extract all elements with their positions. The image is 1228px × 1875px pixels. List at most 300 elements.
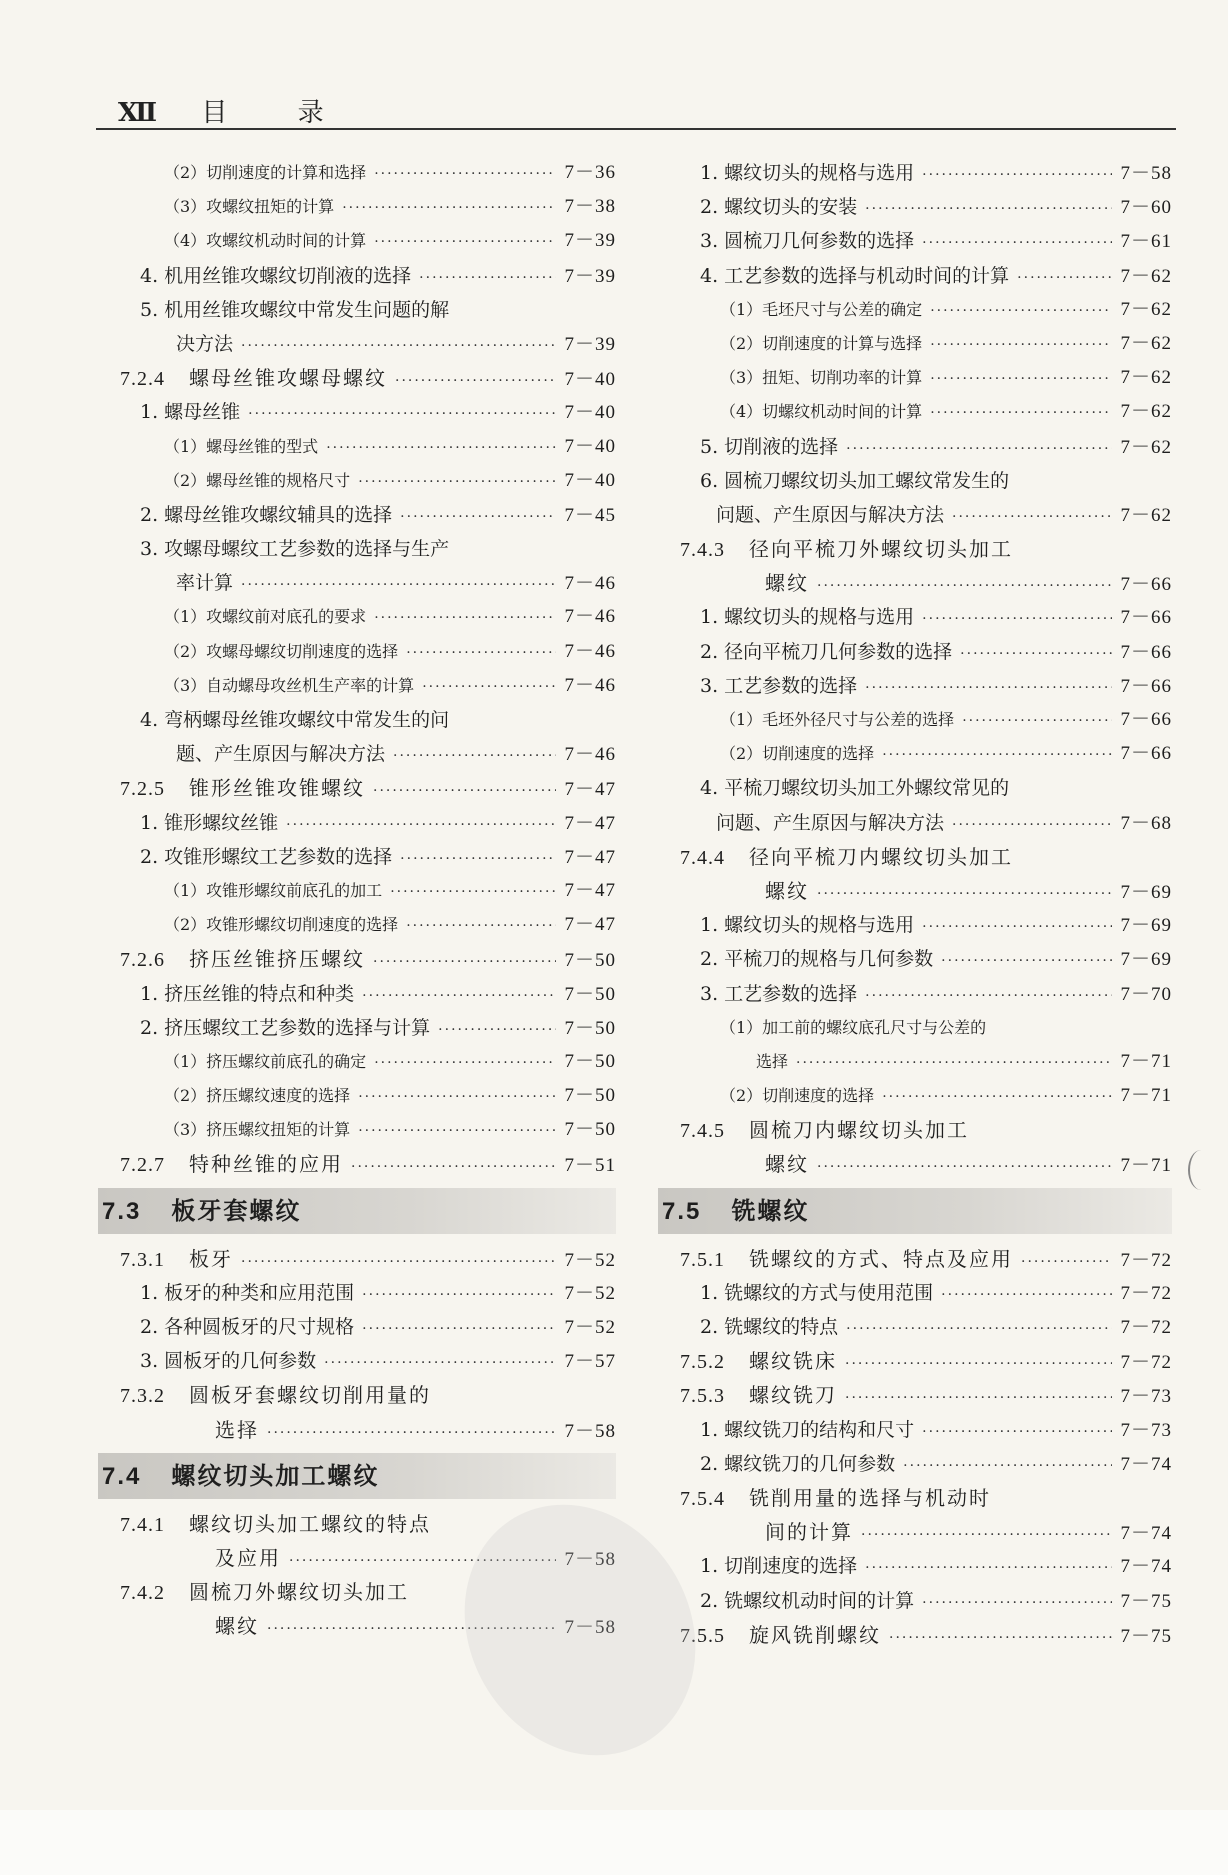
toc-entry-continuation[interactable] (660, 806, 1172, 840)
subsection-number: 7.5.1 (680, 1248, 725, 1271)
toc-page-number: 7－57 (564, 1351, 616, 1373)
dot-leader (362, 979, 556, 1013)
toc-subsection[interactable] (660, 1378, 1172, 1412)
toc-entry-item[interactable] (660, 908, 1172, 942)
toc-page-number: 7－47 (564, 914, 616, 936)
toc-page-number: 7－58 (564, 1617, 616, 1639)
toc-page-number: 7－52 (564, 1249, 616, 1271)
toc-entry-label: 圆梳刀内螺纹切头加工 (749, 1118, 969, 1143)
toc-entry-label: （3）扭矩、切削功率的计算 (720, 368, 923, 388)
toc-subsection-continuation[interactable] (660, 874, 1172, 908)
toc-page-number: 7－66 (1120, 607, 1172, 629)
toc-entry-item[interactable] (660, 430, 1172, 464)
toc-entry-title (680, 1242, 1013, 1277)
dot-leader (324, 1346, 556, 1380)
toc-subsection[interactable] (660, 532, 1172, 566)
toc-subsection[interactable] (120, 1242, 616, 1276)
toc-page-number: 7－74 (1120, 1523, 1172, 1545)
toc-entry-subitem[interactable] (660, 703, 1172, 737)
toc-entry-title (120, 1575, 409, 1610)
toc-entry-label: 2. 螺纹切头的安装 (700, 196, 858, 219)
toc-entry-title (700, 156, 914, 190)
toc-entry-title (680, 1344, 837, 1379)
toc-entry-label: 4. 工艺参数的选择与机动时间的计算 (700, 264, 1010, 287)
toc-entry-subitem[interactable] (120, 190, 616, 224)
toc-entry-label: 旋风铣削螺纹 (749, 1622, 881, 1647)
dot-leader (241, 568, 556, 602)
toc-subsection[interactable] (120, 1378, 616, 1412)
toc-entry-label: 铣螺纹的方式、特点及应用 (749, 1246, 1013, 1271)
toc-entry-item[interactable] (120, 840, 616, 874)
subsection-number: 7.4.4 (680, 846, 725, 869)
toc-entry-title (164, 1113, 350, 1147)
section-number: 7.5 (662, 1197, 702, 1225)
toc-subsection[interactable] (120, 771, 616, 805)
toc-page-number: 7－40 (564, 435, 616, 457)
toc-page-number: 7－71 (1120, 1050, 1172, 1072)
dot-leader (930, 294, 1112, 328)
dot-leader (358, 1114, 556, 1148)
toc-page-number: 7－51 (564, 1155, 616, 1177)
toc-entry-item[interactable] (120, 1310, 616, 1344)
toc-entry-title (700, 1584, 914, 1618)
dot-leader (419, 261, 556, 295)
toc-right-column (660, 156, 1172, 1652)
section-title: 板牙套螺纹 (171, 1195, 302, 1225)
subsection-number: 7.4.2 (120, 1582, 165, 1605)
toc-entry-continuation[interactable] (120, 327, 616, 361)
toc-entry-item[interactable] (660, 1413, 1172, 1447)
toc-entry-title (120, 1242, 233, 1277)
toc-entry-label: （4）切螺纹机动时间的计算 (720, 402, 923, 422)
toc-entry-title (716, 806, 944, 840)
toc-entry-item[interactable] (120, 395, 616, 429)
toc-page-number: 7－66 (1120, 574, 1172, 596)
toc-entry-label: 4. 平梳刀螺纹切头加工外螺纹常见的 (700, 777, 1010, 800)
section-heading[interactable] (98, 1188, 616, 1234)
dot-leader (422, 670, 556, 704)
toc-page-number: 7－74 (1120, 1453, 1172, 1475)
toc-entry-item[interactable] (660, 635, 1172, 669)
dot-leader (922, 910, 1112, 944)
toc-subsection-continuation[interactable] (120, 1413, 616, 1447)
toc-entry-subitem[interactable] (120, 1079, 616, 1113)
toc-entry-continuation[interactable] (120, 566, 616, 600)
subsection-number: 7.3.1 (120, 1248, 165, 1271)
toc-entry-item[interactable] (660, 1276, 1172, 1310)
toc-page-number: 7－62 (1120, 367, 1172, 389)
toc-page-number: 7－39 (564, 333, 616, 355)
toc-entry-title (700, 1276, 933, 1310)
toc-entry-item[interactable] (660, 190, 1172, 224)
subsection-number: 7.5.4 (680, 1487, 725, 1510)
dot-leader (400, 842, 556, 876)
toc-subsection[interactable] (660, 1113, 1172, 1147)
toc-subsection-continuation[interactable] (660, 566, 1172, 600)
toc-entry-item[interactable] (660, 771, 1172, 805)
toc-page-number: 7－47 (564, 846, 616, 868)
dot-leader (248, 397, 556, 431)
toc-page-number: 7－62 (1120, 298, 1172, 320)
toc-page-number: 7－66 (1120, 675, 1172, 697)
toc-page-number: 7－46 (564, 606, 616, 628)
dot-leader (882, 1080, 1112, 1114)
toc-entry-title (765, 566, 809, 600)
toc-entry-item[interactable] (660, 977, 1172, 1011)
toc-entry-label: （2）切削速度的选择 (720, 744, 875, 764)
toc-left-column (102, 156, 616, 1644)
toc-entry-continuation[interactable] (660, 498, 1172, 532)
dot-leader (362, 1312, 556, 1346)
toc-entry-label: 2. 螺母丝锥攻螺纹辅具的选择 (140, 503, 393, 526)
toc-entry-item[interactable] (120, 532, 616, 566)
toc-subsection[interactable] (660, 1344, 1172, 1378)
dot-leader (922, 602, 1112, 636)
toc-entry-label: 4. 机用丝锥攻螺纹切削液的选择 (140, 264, 412, 287)
toc-entry-label: 1. 螺纹切头的规格与选用 (700, 914, 915, 937)
toc-entry-title (164, 635, 398, 669)
dot-leader (941, 1278, 1112, 1312)
toc-entry-title (164, 156, 366, 190)
dot-leader (962, 704, 1112, 738)
toc-page-number: 7－61 (1120, 231, 1172, 253)
toc-entry-title (700, 977, 857, 1011)
toc-entry-title (215, 1413, 259, 1447)
toc-entry-item[interactable] (660, 1584, 1172, 1618)
toc-entry-subitem[interactable] (120, 635, 616, 669)
section-title: 螺纹切头加工螺纹 (171, 1460, 380, 1490)
toc-page-number: 7－58 (564, 1548, 616, 1570)
toc-page-number: 7－52 (564, 1317, 616, 1338)
toc-page-number: 7－52 (564, 1282, 616, 1304)
toc-entry-label: （2）攻锥形螺纹切削速度的选择 (164, 915, 399, 935)
toc-entry-title (700, 430, 838, 464)
dot-leader (1017, 261, 1112, 295)
toc-entry-subitem[interactable] (660, 395, 1172, 429)
toc-page-number: 7－39 (564, 265, 616, 287)
toc-entry-label: 5. 机用丝锥攻螺纹中常发生问题的解 (140, 298, 450, 321)
toc-page-number: 7－73 (1120, 1386, 1172, 1408)
section-heading[interactable] (658, 1188, 1172, 1234)
toc-page-number: 7－62 (1120, 332, 1172, 354)
toc-entry-title (164, 224, 366, 258)
dot-leader (326, 431, 556, 465)
dot-leader (374, 601, 556, 635)
toc-entry-title (120, 942, 365, 977)
toc-entry-label: 3. 圆板牙的几何参数 (140, 1350, 317, 1373)
toc-page-number: 7－50 (564, 983, 616, 1005)
toc-entry-title (140, 1011, 430, 1045)
subsection-number: 7.5.5 (680, 1624, 725, 1647)
toc-entry-label: 挤压丝锥挤压螺纹 (189, 947, 365, 972)
dot-leader (241, 329, 556, 363)
toc-entry-label: （1）毛坯外径尺寸与公差的选择 (720, 710, 955, 729)
toc-entry-subitem[interactable] (120, 1113, 616, 1147)
dot-leader (865, 979, 1112, 1013)
toc-entry-continuation[interactable] (660, 1045, 1172, 1079)
toc-entry-label: 2. 平梳刀的规格与几何参数 (700, 948, 934, 971)
dot-leader (922, 1415, 1112, 1449)
toc-entry-title (756, 1045, 788, 1079)
toc-page-number: 7－46 (564, 744, 616, 766)
toc-page-number: 7－72 (1120, 1282, 1172, 1304)
dot-leader (286, 808, 556, 842)
toc-entry-title (700, 1310, 838, 1344)
toc-entry-label: （2）攻螺母螺纹切削速度的选择 (164, 641, 399, 661)
toc-entry-label: 1. 板牙的种类和应用范围 (140, 1281, 355, 1304)
toc-page-number: 7－72 (1120, 1352, 1172, 1374)
toc-entry-subitem[interactable] (660, 327, 1172, 361)
toc-entry-subitem[interactable] (660, 1079, 1172, 1113)
toc-entry-item[interactable] (660, 156, 1172, 190)
toc-entry-label: 螺纹铣刀 (749, 1383, 837, 1408)
section-heading[interactable] (98, 1453, 616, 1499)
toc-page-number: 7－68 (1120, 812, 1172, 834)
toc-entry-subitem[interactable] (120, 1045, 616, 1079)
toc-page-number: 7－74 (1120, 1556, 1172, 1578)
toc-entry-subitem[interactable] (660, 361, 1172, 395)
toc-page-number: 7－62 (1120, 265, 1172, 287)
dot-leader (1021, 1245, 1112, 1279)
toc-page-number: 7－50 (564, 950, 616, 972)
toc-entry-item[interactable] (660, 1549, 1172, 1583)
toc-entry-title (120, 361, 387, 396)
toc-entry-subitem[interactable] (660, 737, 1172, 771)
dot-leader (960, 637, 1112, 671)
toc-subsection[interactable] (660, 1481, 1172, 1515)
toc-entry-title (140, 1310, 354, 1344)
subsection-number: 7.4.5 (680, 1120, 725, 1143)
toc-subsection-continuation[interactable] (660, 1515, 1172, 1549)
toc-entry-label: （3）攻螺纹扭矩的计算 (164, 197, 335, 217)
toc-subsection[interactable] (660, 840, 1172, 874)
toc-entry-label: 螺纹铣床 (749, 1349, 837, 1374)
dot-leader (865, 1551, 1112, 1585)
dot-leader (922, 158, 1112, 192)
toc-entry-title (164, 464, 350, 498)
toc-entry-item[interactable] (120, 1011, 616, 1045)
toc-entry-label: 2. 攻锥形螺纹工艺参数的选择 (140, 845, 393, 868)
toc-page-number: 7－46 (564, 573, 616, 595)
dot-leader (941, 944, 1112, 978)
toc-subsection[interactable] (120, 1147, 616, 1181)
toc-entry-subitem[interactable] (120, 908, 616, 942)
toc-entry-label: 锥形丝锥攻锥螺纹 (189, 776, 365, 801)
toc-entry-subitem[interactable] (120, 224, 616, 258)
toc-entry-item[interactable] (660, 224, 1172, 258)
toc-entry-title (765, 874, 809, 908)
toc-entry-subitem[interactable] (660, 1011, 1172, 1045)
toc-entry-title (164, 908, 398, 942)
toc-page-number: 7－50 (564, 1050, 616, 1072)
toc-page-number: 7－62 (1120, 401, 1172, 423)
page-number: Ⅻ (118, 98, 160, 128)
toc-entry-title (700, 771, 1009, 805)
dot-leader (351, 1150, 556, 1184)
dot-leader (930, 362, 1112, 396)
toc-entry-item[interactable] (660, 259, 1172, 293)
toc-subsection[interactable] (120, 361, 616, 395)
toc-entry-subitem[interactable] (120, 464, 616, 498)
toc-entry-subitem[interactable] (120, 669, 616, 703)
toc-entry-label: 特种丝锥的应用 (189, 1152, 343, 1177)
toc-entry-title (140, 840, 392, 874)
toc-entry-label: 间的计算 (765, 1520, 853, 1545)
toc-entry-item[interactable] (660, 1447, 1172, 1481)
toc-page-number: 7－40 (564, 369, 616, 391)
toc-entry-subitem[interactable] (120, 430, 616, 464)
toc-entry-title (140, 977, 354, 1011)
toc-entry-title (716, 498, 944, 532)
toc-entry-label: 题、产生原因与解决方法 (176, 743, 386, 766)
subsection-number: 7.2.5 (120, 778, 165, 801)
toc-entry-title (164, 1079, 350, 1113)
toc-entry-label: 1. 螺纹切头的规格与选用 (700, 606, 915, 629)
toc-page-number: 7－70 (1120, 983, 1172, 1005)
toc-page-number: 7－62 (1120, 436, 1172, 458)
toc-entry-title (176, 566, 233, 600)
toc-entry-label: （1）毛坯尺寸与公差的确定 (720, 299, 923, 319)
dot-leader (930, 328, 1112, 362)
dot-leader (406, 909, 556, 943)
dot-leader (438, 1013, 556, 1047)
dot-leader (817, 569, 1112, 603)
dot-leader (846, 432, 1112, 466)
toc-page-number: 7－71 (1120, 1155, 1172, 1177)
dot-leader (395, 364, 556, 398)
toc-entry-item[interactable] (120, 293, 616, 327)
toc-entry-title (140, 498, 392, 532)
toc-entry-title (720, 703, 954, 737)
toc-entry-subitem[interactable] (120, 156, 616, 190)
toc-entry-label: （3）挤压螺纹扭矩的计算 (164, 1120, 351, 1140)
toc-page-number: 7－58 (1120, 163, 1172, 184)
toc-entry-label: （1）攻锥形螺纹前底孔的加工 (164, 880, 383, 900)
toc-entry-title (700, 464, 1009, 498)
toc-entry-item[interactable] (660, 1310, 1172, 1344)
dot-leader (796, 1046, 1112, 1080)
toc-entry-label: （2）切削速度的计算和选择 (164, 163, 367, 182)
toc-entry-item[interactable] (660, 464, 1172, 498)
toc-page-number: 7－66 (1120, 709, 1172, 730)
toc-page-number: 7－38 (564, 196, 616, 218)
dot-leader (374, 225, 556, 259)
toc-entry-label: （2）切削速度的选择 (720, 1086, 875, 1106)
toc-entry-title (140, 532, 449, 566)
toc-page-number: 7－47 (564, 879, 616, 901)
dot-leader (817, 877, 1112, 911)
toc-entry-item[interactable] (660, 942, 1172, 976)
toc-subsection[interactable] (660, 1242, 1172, 1276)
toc-entry-title (700, 1549, 857, 1583)
toc-subsection[interactable] (660, 1618, 1172, 1652)
toc-page-number: 7－50 (564, 1085, 616, 1107)
toc-entry-subitem[interactable] (120, 600, 616, 634)
toc-entry-title (215, 1609, 259, 1643)
toc-entry-label: 螺母丝锥攻螺母螺纹 (189, 366, 387, 391)
toc-entry-title (700, 669, 857, 703)
toc-entry-label: 圆板牙套螺纹切削用量的 (189, 1383, 431, 1408)
toc-page-number: 7－72 (1120, 1317, 1172, 1338)
toc-entry-item[interactable] (120, 1276, 616, 1310)
toc-entry-title (140, 703, 449, 737)
toc-entry-label: 3. 攻螺母螺纹工艺参数的选择与生产 (140, 538, 450, 561)
toc-entry-title (120, 1507, 431, 1542)
toc-subsection-continuation[interactable] (660, 1147, 1172, 1181)
toc-page-number: 7－62 (1120, 504, 1172, 526)
dot-leader (861, 1518, 1112, 1552)
subsection-number: 7.5.2 (680, 1351, 725, 1374)
subsection-number: 7.5.3 (680, 1385, 725, 1408)
toc-entry-label: 3. 工艺参数的选择 (700, 674, 858, 697)
section-number: 7.4 (102, 1462, 142, 1490)
toc-page-number: 7－71 (1120, 1085, 1172, 1107)
toc-page-number: 7－75 (1120, 1625, 1172, 1647)
dot-leader (406, 636, 556, 670)
toc-entry-label: 1. 螺母丝锥 (140, 401, 241, 424)
toc-entry-item[interactable] (120, 498, 616, 532)
toc-entry-title (120, 1147, 343, 1182)
toc-page-number: 7－60 (1120, 197, 1172, 219)
toc-entry-item[interactable] (120, 259, 616, 293)
toc-entry-title (140, 395, 240, 429)
toc-entry-label: 2. 螺纹铣刀的几何参数 (700, 1452, 896, 1475)
toc-entry-label: （2）挤压螺纹速度的选择 (164, 1086, 351, 1106)
toc-entry-subitem[interactable] (120, 874, 616, 908)
toc-entry-item[interactable] (120, 977, 616, 1011)
toc-entry-title (700, 1447, 895, 1481)
toc-entry-label: 1. 铣螺纹的方式与使用范围 (700, 1281, 934, 1304)
subsection-number: 7.3.2 (120, 1385, 165, 1408)
toc-page-number: 7－46 (564, 674, 616, 696)
toc-entry-title (140, 1276, 354, 1310)
toc-entry-title (700, 600, 914, 634)
toc-page-number: 7－45 (564, 504, 616, 526)
toc-page-number: 7－58 (564, 1420, 616, 1442)
toc-entry-title (720, 737, 874, 771)
toc-entry-item[interactable] (120, 806, 616, 840)
toc-entry-item[interactable] (120, 703, 616, 737)
toc-entry-subitem[interactable] (660, 293, 1172, 327)
dot-leader (400, 500, 556, 534)
toc-entry-title (720, 1011, 986, 1045)
toc-page-number: 7－47 (564, 779, 616, 801)
toc-entry-item[interactable] (120, 1344, 616, 1378)
toc-entry-label: 选择 (215, 1417, 259, 1442)
toc-entry-label: 螺纹 (765, 571, 809, 596)
toc-subsection[interactable] (120, 942, 616, 976)
toc-entry-item[interactable] (660, 600, 1172, 634)
dot-leader (358, 465, 556, 499)
dot-leader (889, 1621, 1112, 1655)
subsection-number: 7.2.7 (120, 1154, 165, 1177)
toc-entry-title (176, 327, 233, 361)
toc-entry-label: 螺纹 (765, 878, 809, 903)
toc-entry-item[interactable] (660, 669, 1172, 703)
dot-leader (817, 1150, 1112, 1184)
toc-page-number: 7－66 (1120, 743, 1172, 765)
toc-entry-label: （2）螺母丝锥的规格尺寸 (164, 470, 351, 490)
page-edge-mark (1188, 1150, 1214, 1190)
toc-entry-label: 径向平梳刀外螺纹切头加工 (749, 537, 1013, 562)
toc-entry-title (164, 430, 318, 464)
toc-entry-label: 决方法 (176, 332, 234, 355)
toc-entry-label: 径向平梳刀内螺纹切头加工 (749, 844, 1013, 869)
toc-entry-title (164, 600, 366, 634)
toc-entry-continuation[interactable] (120, 737, 616, 771)
toc-entry-label: 2. 铣螺纹机动时间的计算 (700, 1589, 915, 1612)
toc-entry-label: （3）自动螺母攻丝机生产率的计算 (164, 675, 415, 695)
